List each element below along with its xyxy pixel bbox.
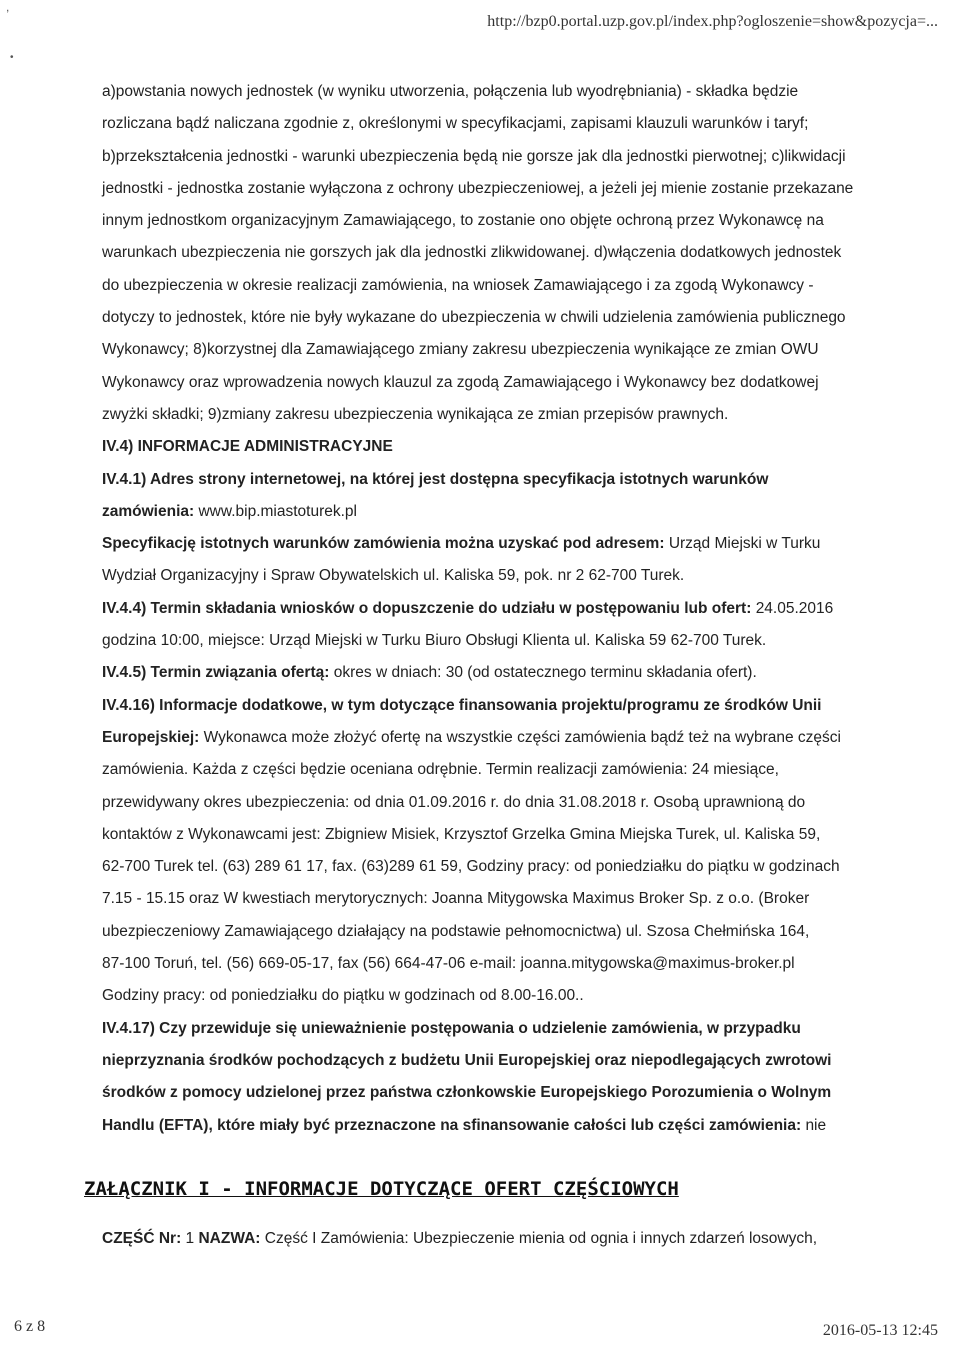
section-iv417 <box>102 1013 872 1142</box>
iv416-label: IV.4.16) Informacje dodatkowe, w tym dotyczące finansowania projektu/programu ze środków Unii <box>102 696 822 714</box>
text-line: rozliczana bądź naliczana zgodnie z, określonymi w specyfikacjami, zapisami klauzuli warunków i taryf; <box>102 115 809 133</box>
text-line: b)przekształcenia jednostki - warunki ubezpieczenia będą nie gorsze jak dla jednostki pierwotnej; c)likwidacji <box>102 147 846 165</box>
text-line: 7.15 - 15.15 oraz W kwestiach merytorycznych: Joanna Mitygowska Maximus Broker Sp. z o.o. (Broker <box>102 890 810 908</box>
spec-value: Urząd Miejski w Turku <box>668 535 821 553</box>
iv44-value-cont: godzina 10:00, miejsce: Urząd Miejski w Turku Biuro Obsługi Klienta ul. Kaliska 59 62-700 Turek. <box>102 632 767 650</box>
iv417-label: środków z pomocy udzielonej przez państwa członkowskie Europejskiego Porozumienia o Wolnym <box>102 1084 832 1102</box>
iv44-date: 24.05.2016 <box>755 599 834 617</box>
iv416-label-cont: Europejskiej: <box>102 728 200 746</box>
text-line: przewidywany okres ubezpieczenia: od dnia 01.09.2016 r. do dnia 31.08.2018 r. Osobą uprawnioną do <box>102 793 806 811</box>
page-counter: 6 z 8 <box>14 1318 46 1335</box>
spec-label: Specyfikację istotnych warunków zamówienia można uzyskać pod adresem: <box>102 535 665 553</box>
paragraph-amendments <box>102 76 872 431</box>
iv417-label-last: Handlu (EFTA), które miały być przeznaczone na sfinansowanie całości lub części zamówienia: <box>102 1116 802 1134</box>
scan-dot: • <box>10 52 14 63</box>
section-iv45 <box>102 657 872 689</box>
print-datetime: 2016-05-13 12:45 <box>822 1322 938 1339</box>
iv41-label-cont: zamówienia: <box>102 502 195 520</box>
text-line: zwyżki składki; 9)zmiany zakresu ubezpieczenia wynikająca ze zmian przepisów prawnych. <box>102 405 729 423</box>
scan-mark: , <box>6 0 10 14</box>
part-number: 1 <box>185 1230 195 1247</box>
section-heading-iv4: IV.4) INFORMACJE ADMINISTRACYJNE <box>102 438 393 456</box>
text-line: zamówienia. Każda z części będzie oceniana odrębnie. Termin realizacji zamówienia: 24 miesiące, <box>102 761 779 779</box>
text-line: dotyczy to jednostek, które nie były wykazane do ubezpieczenia w chwili udzielenia zamówienia publicznego <box>102 309 846 327</box>
text-line: Godziny pracy: od poniedziałku do piątku w godzinach od 8.00-16.00.. <box>102 987 584 1005</box>
text-line: 62-700 Turek tel. (63) 289 61 17, fax. (63)289 61 59, Godziny pracy: od poniedziałku do piątku w godzinach <box>102 858 840 876</box>
text-line: warunkach ubezpieczenia nie gorszych jak dla jednostki zlikwidowanej. d)włączenia dodatkowych jednostek <box>102 244 842 262</box>
iv45-value: okres w dniach: 30 (od ostatecznego terminu składania ofert). <box>333 664 757 682</box>
iv417-label: nieprzyznania środków pochodzących z budżetu Unii Europejskiej oraz niepodlegających zwrotowi <box>102 1051 832 1069</box>
part-line <box>102 1230 817 1248</box>
text-line: jednostki - jednostka zostanie wyłączona z ochrony ubezpieczeniowej, a jeżeli jej mienie zostanie przekazane <box>102 179 854 197</box>
text-line: do ubezpieczenia w okresie realizacji zamówienia, na wniosek Zamawiającego i za zgodą Wykonawcy - <box>102 276 814 294</box>
iv417-label: IV.4.17) Czy przewiduje się unieważnienie postępowania o udzielenie zamówienia, w przypadku <box>102 1019 801 1037</box>
text-line: innym jednostkom organizacyjnym Zamawiającego, to zostanie ono objęte ochroną przez Wykonawcę na <box>102 212 824 230</box>
text-line: kontaktów z Wykonawcami jest: Zbigniew Misiek, Krzysztof Grzelka Gmina Miejska Turek, ul. Kaliska 59, <box>102 825 821 843</box>
iv41-website: www.bip.miastoturek.pl <box>198 502 357 520</box>
iv45-label: IV.4.5) Termin związania ofertą: <box>102 664 330 682</box>
text-line: 87-100 Toruń, tel. (56) 669-05-17, fax (56) 664-47-06 e-mail: joanna.mitygowska@maximus-broker.pl <box>102 955 795 973</box>
text-line: Wykonawcy oraz wprowadzenia nowych klauzul za zgodą Zamawiającego i Wykonawcy bez dodatkowej <box>102 373 819 391</box>
section-iv41 <box>102 464 872 529</box>
section-spec-address <box>102 528 872 593</box>
iv417-value: nie <box>805 1116 827 1134</box>
iv416-value: Wykonawca może złożyć ofertę na wszystkie części zamówienia bądź też na wybrane części <box>203 728 841 746</box>
part-name: Część I Zamówienia: Ubezpieczenie mienia od ognia i innych zdarzeń losowych, <box>264 1230 818 1247</box>
document-body <box>102 76 872 1142</box>
section-iv44 <box>102 593 872 658</box>
annex-title: ZAŁĄCZNIK I - INFORMACJE DOTYCZĄCE OFERT CZĘŚCIOWYCH <box>84 1178 679 1200</box>
section-iv416 <box>102 690 872 1013</box>
spec-value-cont: Wydział Organizacyjny i Spraw Obywatelskich ul. Kaliska 59, pok. nr 2 62-700 Turek. <box>102 567 685 585</box>
text-line: Wykonawcy; 8)korzystnej dla Zamawiającego zmiany zakresu ubezpieczenia wynikające ze zmian OWU <box>102 341 819 359</box>
iv41-label: IV.4.1) Adres strony internetowej, na której jest dostępna specyfikacja istotnych warunków <box>102 470 769 488</box>
text-line: a)powstania nowych jednostek (w wyniku utworzenia, połączenia lub wyodrębniania) - składka będzie <box>102 83 799 100</box>
part-name-label: NAZWA: <box>198 1230 261 1247</box>
iv44-label: IV.4.4) Termin składania wniosków o dopuszczenie do udziału w postępowaniu lub ofert: <box>102 599 752 617</box>
page-url: http://bzp0.portal.uzp.gov.pl/index.php?ogloszenie=show&pozycja=... <box>487 13 938 30</box>
text-line: ubezpieczeniowy Zamawiającego działający na podstawie pełnomocnictwa) ul. Szosa Chełmińska 164, <box>102 922 810 940</box>
part-number-label: CZĘŚĆ Nr: <box>102 1230 182 1247</box>
